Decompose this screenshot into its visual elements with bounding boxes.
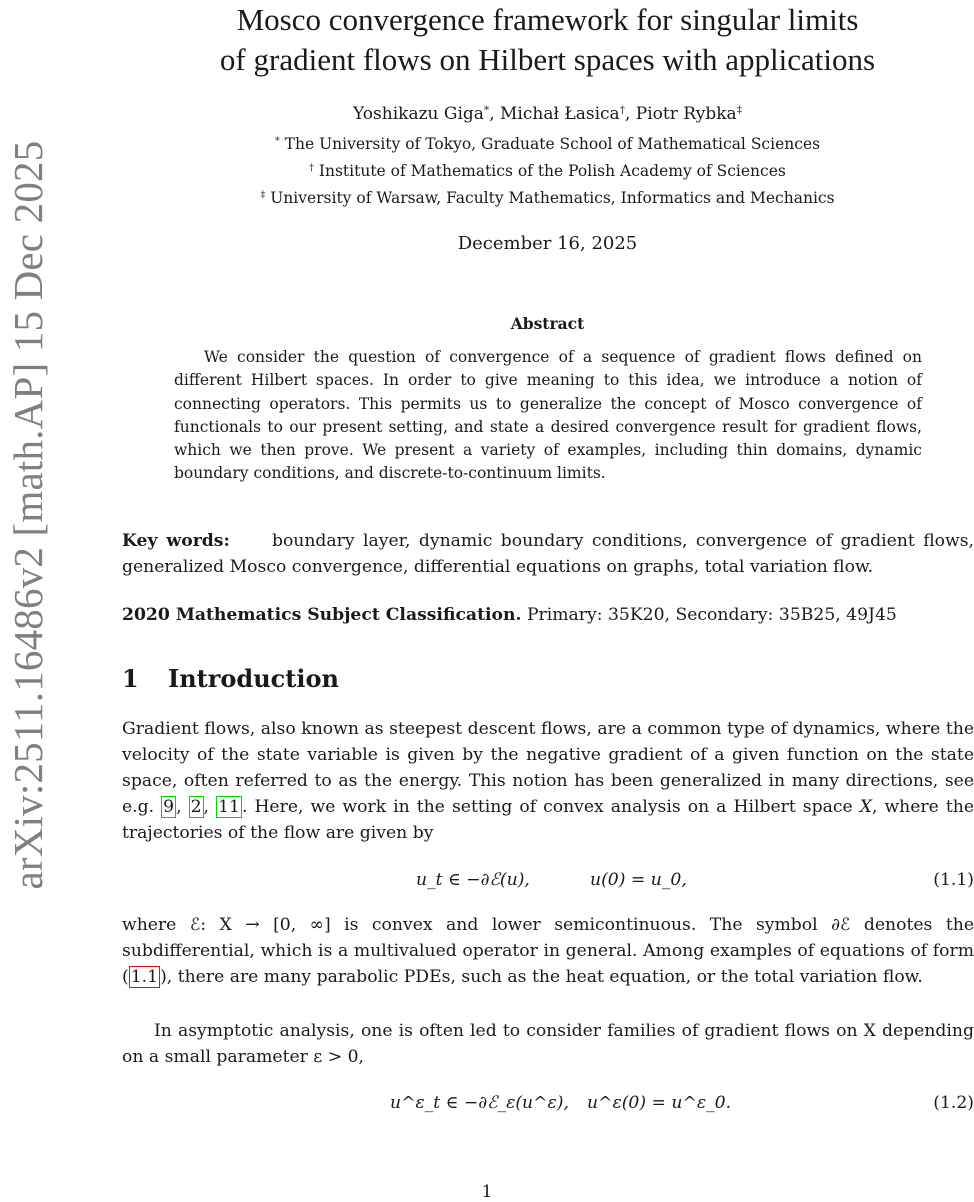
equation-lhs: u^ε_t ∈ −∂ℰ_ε(u^ε), [390,1093,569,1113]
arxiv-watermark [0,140,56,890]
affiliation-mark: * [274,135,280,147]
intro-text: Gradient flows, also known as steepest descent flows, are a common type of dynamics, where the velocity of the state variable is given by the negative gradient of a given function on the state space, often referred to as the energy. This notion has been generalized in many directions, see e.g. [122,719,974,817]
author-list: Yoshikazu Giga*, Michał Łasica†, Piotr Rybka‡ [353,104,742,124]
author-name: Piotr Rybka [635,104,737,124]
paper-date: December 16, 2025 [457,233,638,254]
equation-lhs: u_t ∈ −∂ℰ(u), [416,870,530,890]
abstract-heading: Abstract [510,314,585,333]
section-heading [122,664,339,693]
equation-tag: (1.2) [933,1093,974,1113]
abstract-text: We consider the question of convergence of a sequence of gradient flows defined on different Hilbert spaces. In order to give meaning to this idea, we introduce a notion of connecting operators. This permits us to generalize the concept of Mosco convergence of functionals to our present setting, and state a desired convergence result for gradient flows, which we then prove. We present a variety of examples, including thin domains, dynamic boundary conditions, and discrete-to-continuum limits. [174,348,922,483]
keywords-label: Key words: [122,531,230,551]
section-title: Introduction [168,664,339,693]
equation-rhs: u(0) = u_0, [590,870,687,890]
title-line-1: Mosco convergence framework for singular limits [236,2,859,37]
msc-label: 2020 Mathematics Subject Classification. [122,605,522,625]
msc-text: Primary: 35K20, Secondary: 35B25, 49J45 [526,605,897,625]
citation-link[interactable]: 9 [163,797,175,817]
intro-text: . Here, we work in the setting of convex analysis on a Hilbert space [241,797,860,817]
keywords [122,528,974,580]
citation-link[interactable]: 2 [190,797,202,817]
equation-tag: (1.1) [933,870,974,890]
math-symbol: X [859,797,872,817]
body-text: where ℰ: X → [0, ∞] is convex and lower semicontinuous. The symbol ∂ℰ denotes the subdifferential, which is a multivalued operator in general. Among examples of equations of form [122,915,974,961]
affiliation-mark: ‡ [260,189,266,201]
title-line-2: of gradient flows on Hilbert spaces with applications [219,42,876,77]
affiliation-text: The University of Tokyo, Graduate School of Mathematical Sciences [284,135,821,153]
keywords-text: boundary layer, dynamic boundary conditions, convergence of gradient flows, generalized Mosco convergence, differential equations on graphs, total variation flow. [122,531,974,577]
equation-ref-link[interactable]: 1.1 [130,967,159,987]
section-number: 1 [122,664,139,693]
page-number: 1 [481,1182,493,1202]
affiliation [140,135,955,153]
body-text: , there are many parabolic PDEs, such as the heat equation, or the total variation flow. [166,967,923,987]
affiliation-text: Institute of Mathematics of the Polish Academy of Sciences [318,162,786,180]
equation-rhs: u^ε(0) = u^ε_0. [587,1093,732,1113]
paper-title [140,0,955,80]
affiliation-mark: † [309,162,314,174]
body-paragraph: In asymptotic analysis, one is often led to consider families of gradient flows on X depending on a small parameter ε > 0, [122,1021,974,1067]
author-name: Michał Łasica [500,104,620,124]
author-mark: ‡ [736,104,742,117]
msc-classification [122,602,974,628]
author-mark: † [619,104,625,117]
author-name: Yoshikazu Giga [353,104,484,124]
affiliation-text: University of Warsaw, Faculty Mathematics, Informatics and Mechanics [270,189,835,207]
affiliation [140,189,955,207]
citation-link[interactable]: 11 [218,797,240,817]
arxiv-id: arXiv:2511.16486v2 [math.AP] 15 Dec 2025 [5,140,51,890]
affiliation [140,162,955,180]
author-mark: * [483,104,490,117]
intro-text: , where the trajectories of the flow are given by [122,797,974,843]
intro-paragraph: Gradient flows, also known as steepest descent flows, are a common type of dynamics, where the velocity of the state variable is given by the negative gradient of a given function on the state space, often referred to as the energy. This notion has been generalized in many directions, see e.g. 9 , 2 , 11 . Here, we work in the setting of convex analysis on a Hilbert space X, where the trajectories of the flow are given by [122,719,974,843]
body-paragraph: where ℰ: X → [0, ∞] is convex and lower semicontinuous. The symbol ∂ℰ denotes the subdifferential, which is a multivalued operator in general. Among examples of equations of form ( 1.1 ), there are many parabolic PDEs, such as the heat equation, or the total variation flow. [122,915,974,987]
